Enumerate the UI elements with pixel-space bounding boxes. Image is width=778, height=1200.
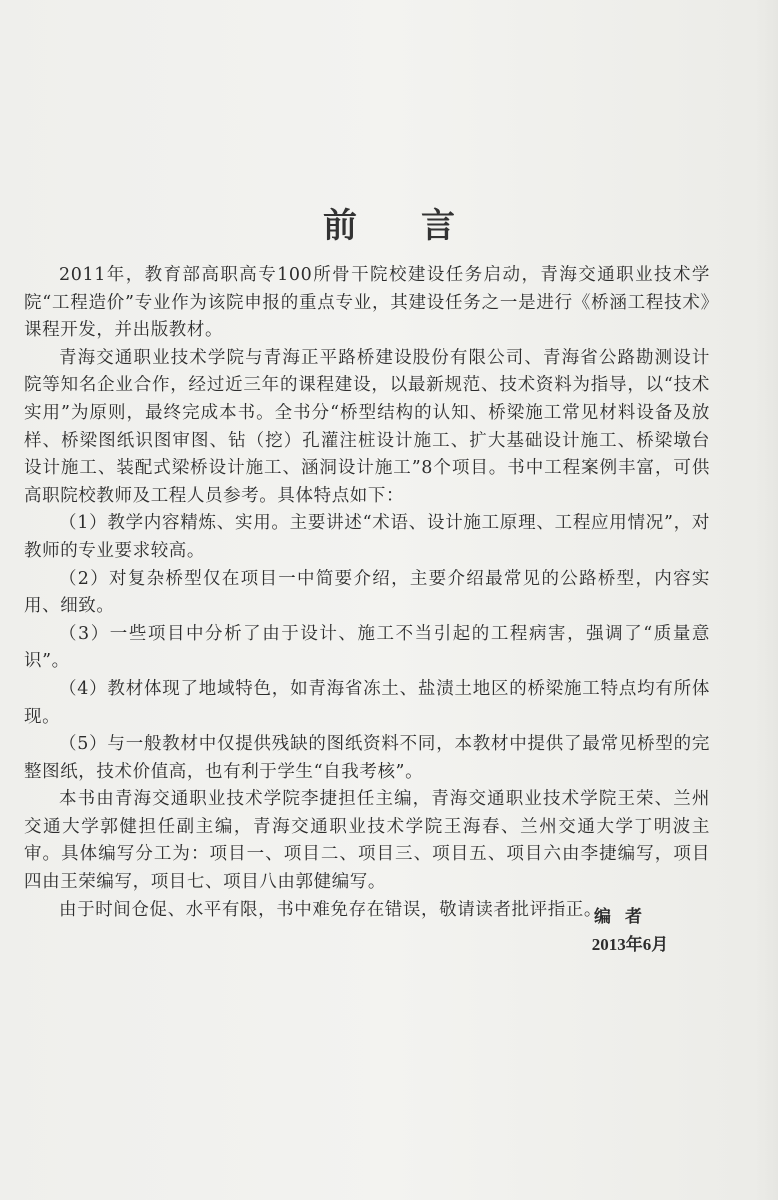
feature-item-1: （1）教学内容精炼、实用。主要讲述“术语、设计施工原理、工程应用情况”，对教师的专业要求较高。 [24,513,710,561]
paragraph-authors: 本书由青海交通职业技术学院李捷担任主编，青海交通职业技术学院王荣、兰州交通大学郭健担任副主编，青海交通职业技术学院王海春、兰州交通大学丁明波主审。具体编写分工为：项目一、项目二、项目三、项目五、项目六由李捷编写，项目四由王荣编写，项目七、项目八由郭健编写。 [24,789,710,893]
feature-item-4: （4）教材体现了地域特色，如青海省冻土、盐渍土地区的桥梁施工特点均有所体现。 [24,678,710,727]
feature-item-3: （3）一些项目中分析了由于设计、施工不当引起的工程病害，强调了“质量意识”。 [24,623,710,672]
signature-date: 2013年6月 [591,935,669,954]
page-title: 前言 [323,206,519,246]
feature-item-2: （2）对复杂桥型仅在项目一中简要介绍，主要介绍最常见的公路桥型，内容实用、细致。 [24,568,710,617]
signature-author: 编者 [594,907,656,927]
paragraph-closing: 由于时间仓促、水平有限，书中难免存在错误，敬请读者批评指正。 [59,899,602,920]
paragraph-intro: 2011年，教育部高职高专100所骨干院校建设任务启动，青海交通职业技术学院“工程造价”专业作为该院申报的重点专业，其建设任务之一是进行《桥涵工程技术》课程开发，并出版教材。 [24,265,710,341]
preface-body [24,262,710,924]
feature-item-5: （5）与一般教材中仅提供残缺的图纸资料不同，本教材中提供了最常见桥型的完整图纸，技术价值高，也有利于学生“自我考核”。 [24,734,710,782]
paragraph-cooperation: 青海交通职业技术学院与青海正平路桥建设股份有限公司、青海省公路勘测设计院等知名企业合作，经过近三年的课程建设，以最新规范、技术资料为指导，以“技术实用”为原则，最终完成本书。全书分“桥型结构的认知、桥梁施工常见材料设备及放样、桥梁图纸识图审图、钻（挖）孔灌注桩设计施工、扩大基础设计施工、桥梁墩台设计施工、装配式梁桥设计施工、涵洞设计施工”8个项目。书中工程案例丰富，可供高职院校教师及工程人员参考。具体特点如下： [24,347,710,506]
